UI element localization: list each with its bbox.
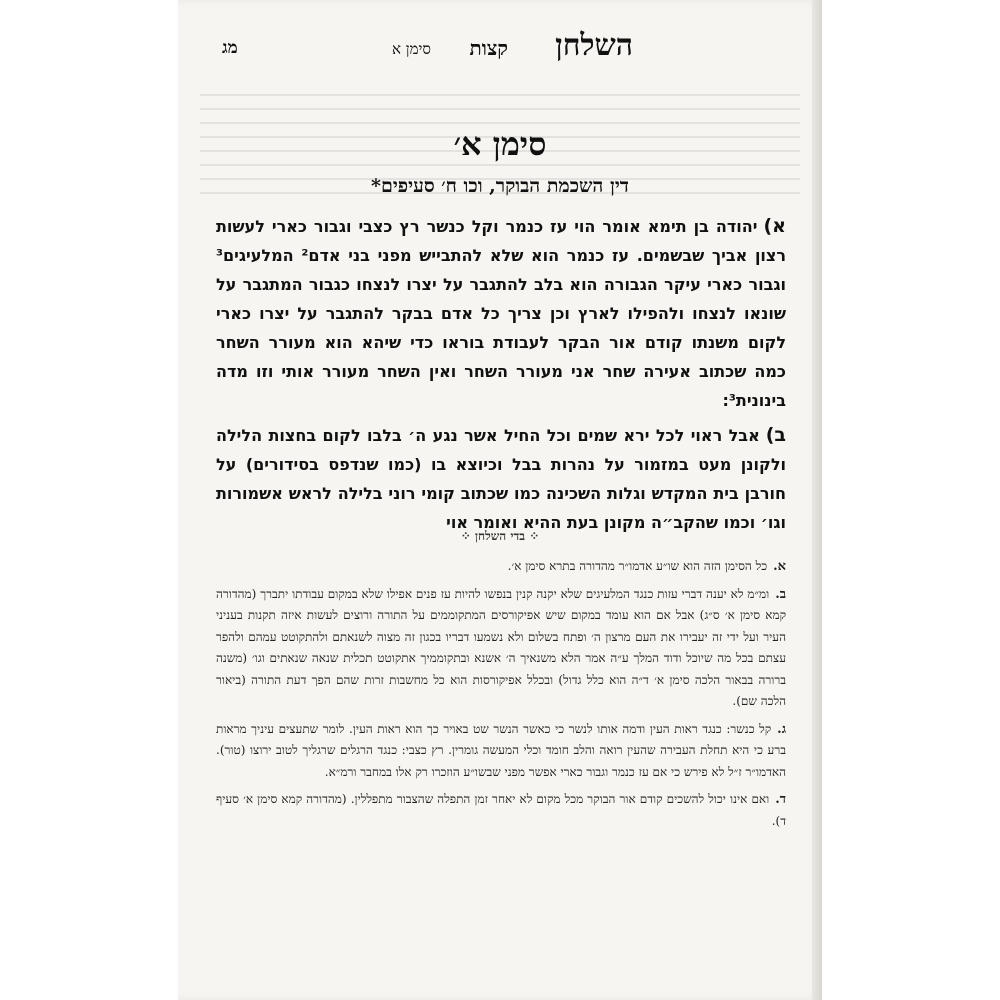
section-subtitle: דין השכמת הבוקר, וכו ח׳ סעיפים* xyxy=(371,175,629,197)
book-page xyxy=(178,0,822,1000)
header-kesot: קצות xyxy=(469,36,508,60)
paragraph-letter: א) xyxy=(763,215,786,237)
header-siman: סימן א xyxy=(392,40,431,58)
paragraph xyxy=(216,212,786,415)
running-header xyxy=(222,28,778,68)
siman-title: סימן א׳ xyxy=(453,125,547,163)
commentary-notes xyxy=(216,556,786,838)
paragraph-letter: ב) xyxy=(765,424,786,446)
note-letter: א. xyxy=(773,559,786,574)
paragraph-text: יהודה בן תימא אומר הוי עז כנמר וקל כנשר רץ כצבי וגבור כארי לעשות רצון אביך שבשמים. עז כנמר הוא שלא להתבייש מפני בני אדם² המלעיגים³ וגבור כארי עיקר הגבורה הוא בלב להתגבר על יצרו לנצחו כגבור המתגבר על שונאו לנצחו ולהפילו לארץ וכן צריך כל אדם בבקר להתגבר על יצרו כארי לקום משנתו קודם אור הבקר לעבודת בוראו כדי שיהא הוא מעורר השחר כמה שכתוב אעירה שחר אני מעורר השחר ואין השחר מעורר אותי וזו מדה בינונית³: xyxy=(216,217,787,410)
note-letter: ג. xyxy=(777,721,786,737)
note xyxy=(216,789,786,832)
paragraph xyxy=(216,421,786,537)
note-letter: ד. xyxy=(775,792,786,807)
note xyxy=(216,584,786,713)
header-title: השלחן xyxy=(555,28,633,63)
note-text: כל הסימן הזה הוא שו״ע אדמו״ר מהדורה בתרא סימן א׳. xyxy=(507,559,768,573)
note xyxy=(216,556,786,578)
paragraph-text: אבל ראוי לכל ירא שמים וכל החיל אשר נגע ה׳ בלבו לקום בחצות הלילה ולקונן מעט במזמור על נהרות בבל וכיוצא בו (כמו שנדפס בסידורים) על חורבן בית המקדש וגלות השכינה כמו שכתוב קומי רוני בלילה לראש אשמורות וגו׳ וכמו שהקב״ה מקונן בעת ההיא ואומר אוי xyxy=(216,426,786,532)
divider-title: בדי השלחן xyxy=(474,529,526,543)
main-text xyxy=(216,212,786,543)
divider-ornament: ⁘ xyxy=(525,529,540,543)
page-number: מג xyxy=(222,38,238,58)
note-letter: ב. xyxy=(775,586,786,602)
note-text: קל כנשר: כנגד ראות העין ודמה אותו לנשר כי כאשר הנשר שט באויר כך הוא ראות העין. לומר שתעצים עיניך מראות ברע כי היא תחלת העבירה שהעין רואה והלב חומד וכלי המעשה גומרין. רץ כצבי: כנגד הרגלים שרגליך לטוב ירוצו (טור). האדמו״ר ז״ל לא פירש כי אם עז כנמר וגבור כארי אפשר מפני שבשו״ע הוזכרו רק אלו במחבר ורמ״א. xyxy=(216,721,786,779)
note-text: ואם אינו יכול להשכים קודם אור הבוקר מכל מקום לא יאחר זמן התפלה שהצבור מתפללין. (מהדורה קמא סימן א׳ סעיף ד). xyxy=(216,792,786,828)
commentary-divider xyxy=(178,529,822,544)
note xyxy=(216,719,786,784)
note-text: ומ״מ לא יענה דברי עזות כנגד המלעיגים שלא יקנה קנין בנפשו להיות עז פנים אפילו שלא במקום עבודתו יתברך (מהדורה קמא סימן א׳ ס״ג) אבל אם הוא עומד במקום שיש אפיקורסים המתקוממים על התורה ורוצים לעשות איזה תקנות בעניני העיר ועל ידי זה יעבירו את העם מרצון ה׳ ופתח בשלום ולא נשמעו דבריו בכגון זה מצוה לשנאתם ולהתקוטט עמהם ולהפר עצתם בכל מה שיוכל ודוד המלך ע״ה אמר הלא משנאיך ה׳ אשנא ובתקוממיך אתקוטט תכלית שנאה שנאתים וגו׳ (משנה ברורה בבאור הלכה סימן א׳ ד״ה הוא כלל גדול) ובכלל אפיקורסות הוא כל מחשבות זרות שהם הפך דעת התורה (ביאור הלכה שם). xyxy=(216,586,786,708)
divider-ornament: ⁘ xyxy=(460,529,475,543)
